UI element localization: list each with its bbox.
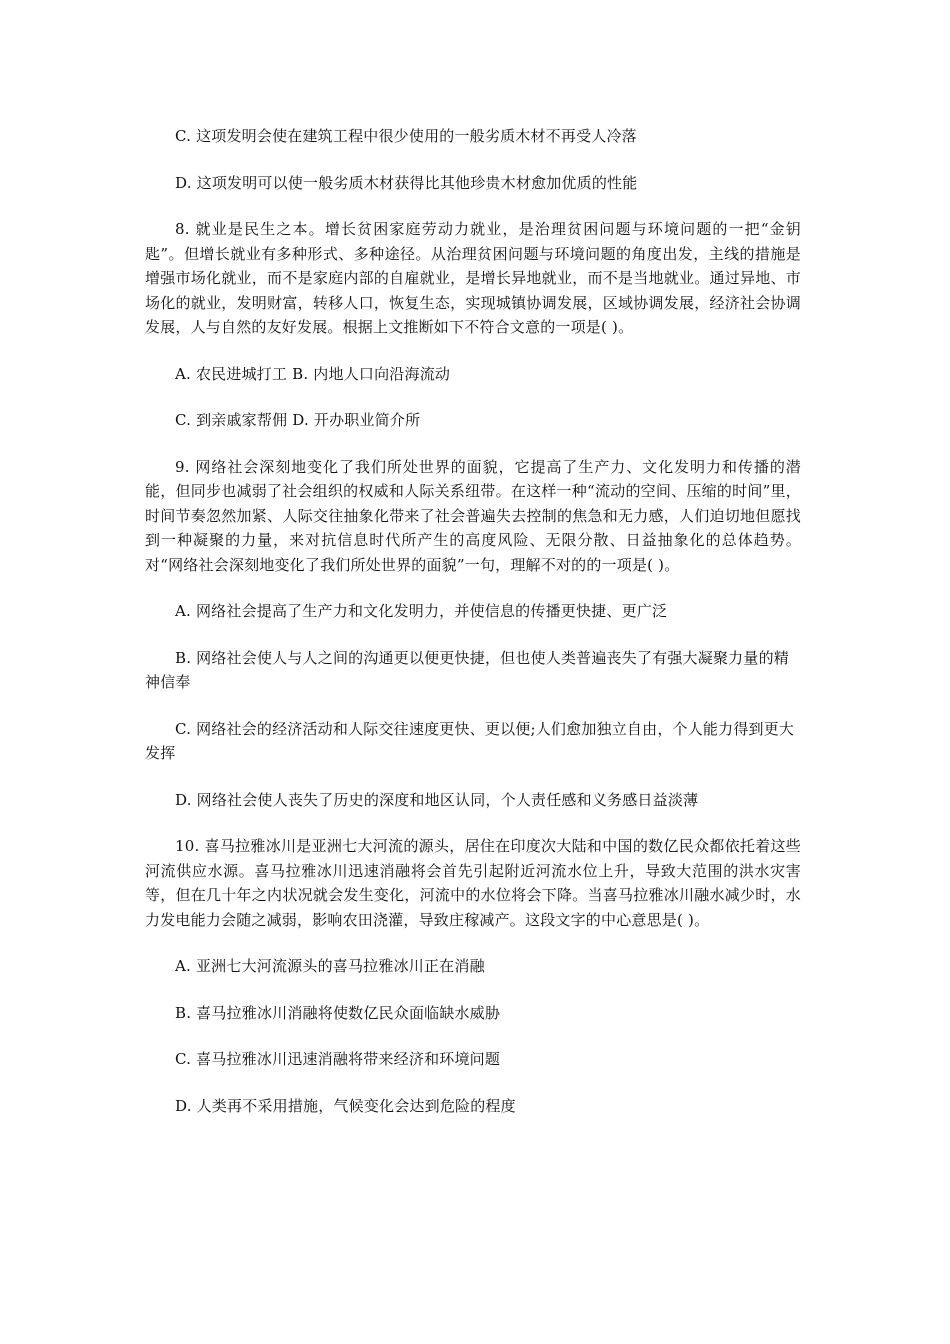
q8-options-ab: A. 农民进城打工 B. 内地人口向沿海流动 (175, 364, 451, 383)
q9-option-c: C. 网络社会的经济活动和人际交往速度更快、更以便;人们愈加独立自由，个人能力得到更大发挥 (145, 719, 795, 762)
q9-option-a: A. 网络社会提高了生产力和文化发明力，并使信息的传播更快捷、更广泛 (175, 602, 668, 620)
q10-option-d: D. 人类再不采用措施，气候变化会达到危险的程度 (175, 1096, 516, 1115)
q10-stem: 10. 喜马拉雅冰川是亚洲七大河流的源头，居住在印度次大陆和中国的数亿民众都依托着这些河流供应水源。喜马拉雅冰川迅速消融将会首先引起附近河流水位上升，导致大范围的洪水灾害等，但在几十年之内状况就会发生变化，河流中的水位将会下降。当喜马拉雅冰川融水减少时，水力发电能力会随之减弱，影响农田浇灌，导致庄稼减产。这段文字的中心意思是( )。 (145, 837, 801, 929)
q10-option-c: C. 喜马拉雅冰川迅速消融将带来经济和环境问题 (175, 1050, 501, 1068)
q9-stem: 9. 网络社会深刻地变化了我们所处世界的面貌，它提高了生产力、文化发明力和传播的潜能，但同步也减弱了社会组织的权威和人际关系纽带。在这样一种“流动的空间、压缩的时间”里，时间节奏忽然加紧、人际交往抽象化带来了社会普遍失去控制的焦急和无力感，人们迫切地但愿找到一种凝聚的力量，来对抗信息时代所产生的高度风险、无限分散、日益抽象化的总体趋势。对“网络社会深刻地变化了我们所处世界的面貌”一句，理解不对的的一项是( )。 (145, 457, 801, 574)
q8-stem: 8. 就业是民生之本。增长贫困家庭劳动力就业，是治理贫困问题与环境问题的一把“金钥匙”。但增长就业有多种形式、多种途径。从治理贫困问题与环境问题的角度出发，主线的措施是增强市场化就业，而不是家庭内部的自雇就业，是增长异地就业，而不是当地就业。通过异地、市场化的就业，发明财富，转移人口，恢复生态，实现城镇协调发展，区域协调发展，经济社会协调发展，人与自然的友好发展。根据上文推断如下不符合文意的一项是( )。 (145, 220, 801, 336)
q8-options-cd: C. 到亲戚家帮佣 D. 开办职业简介所 (175, 411, 421, 429)
q7-option-d: D. 这项发明可以使一般劣质木材获得比其他珍贵木材愈加优质的性能 (175, 173, 638, 192)
q10-option-b: B. 喜马拉雅冰川消融将使数亿民众面临缺水威胁 (175, 1003, 501, 1022)
q7-option-c: C. 这项发明会使在建筑工程中很少使用的一般劣质木材不再受人冷落 (175, 127, 637, 145)
q10-option-a: A. 亚洲七大河流源头的喜马拉雅冰川正在消融 (175, 957, 485, 975)
document-page (145, 124, 801, 1140)
q9-option-b: B. 网络社会使人与人之间的沟通更以便更快捷，但也使人类普遍丧失了有强大凝聚力量的精神信奉 (145, 648, 789, 691)
q9-option-d: D. 网络社会使人丧失了历史的深度和地区认同，个人责任感和义务感日益淡薄 (175, 790, 699, 809)
